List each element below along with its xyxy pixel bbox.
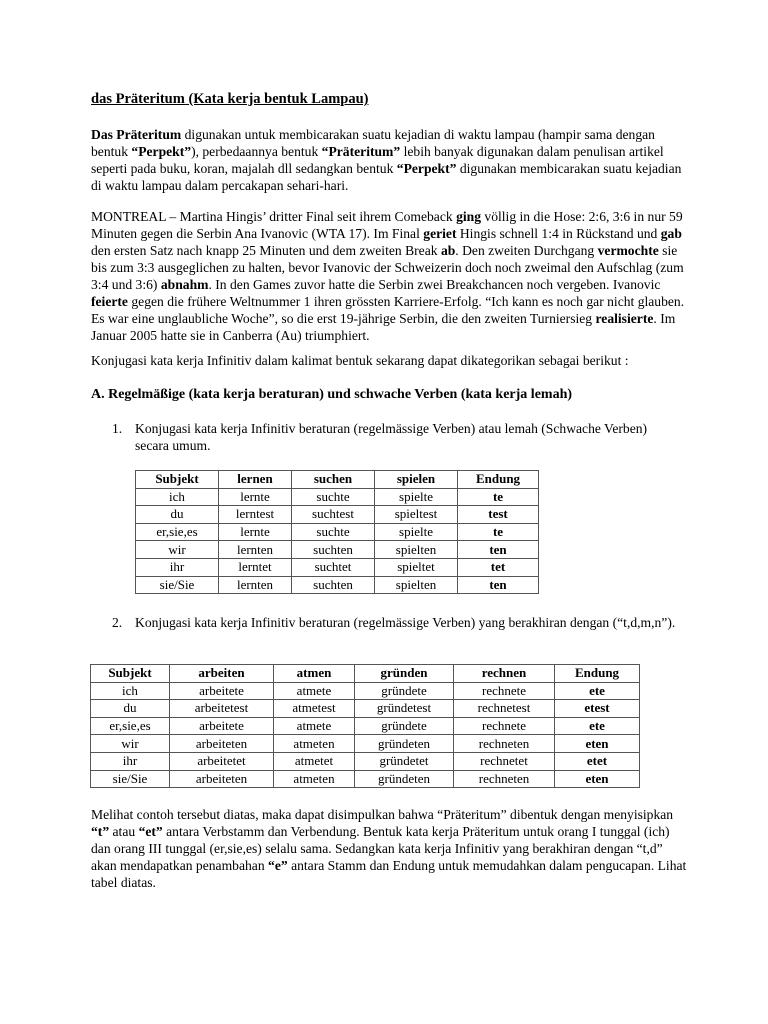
table-cell: sie/Sie (91, 770, 170, 788)
table-row (136, 523, 539, 541)
column-header: arbeiten (170, 665, 274, 683)
table-cell: rechnetet (454, 752, 555, 770)
table-cell: atmete (274, 682, 355, 700)
conjugation-table-tdmn (90, 664, 640, 788)
ending-cell: ete (555, 717, 640, 735)
table-cell: gründetet (355, 752, 454, 770)
text-run: gegen die frühere Weltnummer 1 ihren grössten Karriere-Erfolg. “Ich kann es noch gar nicht glauben. Es war eine unglaubliche Woche”, so die erst 19-jährige Serbin, die den zweiten Turniersieg (91, 294, 685, 326)
table-cell: sie/Sie (136, 576, 219, 594)
table-cell: arbeitetest (170, 700, 274, 718)
text-run: lebih banyak digunakan dalam penulisan artikel seperti pada buku, koran, majalah dll sedangkan bentuk (91, 144, 664, 176)
conjugation-table-regular (135, 470, 539, 594)
text-run: Hingis schnell 1:4 in Rückstand und (456, 226, 661, 241)
table-row (91, 752, 640, 770)
section-a-heading: A. Regelmäßige (kata kerja beraturan) und schwache Verben (kata kerja lemah) (91, 387, 573, 402)
page-title: das Präteritum (Kata kerja bentuk Lampau) (91, 91, 369, 107)
ending-cell: eten (555, 735, 640, 753)
list-number: 1. (112, 421, 123, 436)
table-row (136, 488, 539, 506)
table-cell: arbeitetet (170, 752, 274, 770)
table-cell: rechneten (454, 770, 555, 788)
table-cell: arbeitete (170, 717, 274, 735)
bold-text: realisierte (595, 311, 654, 326)
table-cell: atmeten (274, 770, 355, 788)
ending-cell: etet (555, 752, 640, 770)
text-run: . Den zweiten Durchgang (455, 243, 598, 258)
table-cell: rechnete (454, 717, 555, 735)
table-cell: er,sie,es (136, 523, 219, 541)
column-header: Endung (555, 665, 640, 683)
text-run: digunakan untuk membicarakan suatu kejadian di waktu lampau (hampir sama dengan bentuk (91, 127, 655, 159)
text-run: Melihat contoh tersebut diatas, maka dapat disimpulkan bahwa “Präteritum” dibentuk dengan menyisipkan (91, 807, 674, 822)
list-text: Konjugasi kata kerja Infinitiv beraturan (regelmässige Verben) atau lemah (Schwache Verben) secara umum. (135, 421, 648, 453)
table-cell: atmetet (274, 752, 355, 770)
table-cell: spielten (375, 576, 458, 594)
bold-text: “Präteritum” (321, 144, 401, 159)
text-run: atau (109, 824, 139, 839)
table-cell: atmete (274, 717, 355, 735)
table-row (91, 717, 640, 735)
text-run: digunakan membicarakan suatu kejadian di waktu lampau dalam percakapan sehari-hari. (91, 161, 682, 193)
table-cell: wir (136, 541, 219, 559)
ending-cell: te (458, 488, 539, 506)
list-number: 2. (112, 615, 123, 630)
table-cell: arbeiteten (170, 735, 274, 753)
table-cell: gründete (355, 717, 454, 735)
table-row (91, 770, 640, 788)
table-cell: lernte (219, 488, 292, 506)
column-header: spielen (375, 471, 458, 489)
text-run: den ersten Satz nach knapp 25 Minuten und dem zweiten Break (91, 243, 441, 258)
table-cell: spieltest (375, 506, 458, 524)
ending-cell: tet (458, 558, 539, 576)
bold-text: geriet (423, 226, 457, 241)
conclusion-paragraph (91, 806, 691, 891)
intro-paragraph (91, 126, 691, 194)
table-cell: wir (91, 735, 170, 753)
text-run: . Im Januar 2005 hatte sie in Canberra (Au) triumphiert. (91, 311, 676, 343)
table-cell: atmetest (274, 700, 355, 718)
ending-cell: test (458, 506, 539, 524)
konjugasi-intro: Konjugasi kata kerja Infinitiv dalam kalimat bentuk sekarang dapat dikategorikan sebagai berikut : (91, 353, 629, 368)
table-cell: suchtet (292, 558, 375, 576)
list-item-2 (112, 614, 682, 631)
table-cell: suchten (292, 576, 375, 594)
column-header: Subjekt (91, 665, 170, 683)
column-header: Endung (458, 471, 539, 489)
bold-text: gab (660, 226, 682, 241)
table-header-row (91, 665, 640, 683)
ending-cell: te (458, 523, 539, 541)
table-cell: ich (136, 488, 219, 506)
table-cell: spieltet (375, 558, 458, 576)
table-row (136, 541, 539, 559)
table-cell: rechnete (454, 682, 555, 700)
table-cell: gründete (355, 682, 454, 700)
column-header: rechnen (454, 665, 555, 683)
column-header: atmen (274, 665, 355, 683)
text-run: sie bis zum 3:3 ausgeglichen zu halten, bevor Ivanovic der Schweizerin doch noch zweimal den Aufschlag (zum 3:4 und 3:6) (91, 243, 684, 292)
ending-cell: ten (458, 576, 539, 594)
table-cell: lernten (219, 541, 292, 559)
article-paragraph (91, 208, 691, 344)
bold-text: “Perpekt” (396, 161, 457, 176)
table-cell: suchten (292, 541, 375, 559)
table-cell: ihr (136, 558, 219, 576)
table-cell: suchtest (292, 506, 375, 524)
table-cell: ihr (91, 752, 170, 770)
bold-text: ging (456, 209, 482, 224)
table-cell: suchte (292, 488, 375, 506)
bold-text: Das Präteritum (91, 127, 182, 142)
text-run: antara Verbstamm dan Verbendung. Bentuk kata kerja Präteritum untuk orang I tunggal (ich) dan orang III tunggal (er,sie,es) selalu sama. Sedangkan kata kerja Infinitiv yang berakhiran dengan “t,d” akan mendapatkan penambahan (91, 824, 670, 873)
table-cell: lerntet (219, 558, 292, 576)
bold-text: “Perpekt” (131, 144, 192, 159)
bold-text: ab (440, 243, 456, 258)
table-cell: suchte (292, 523, 375, 541)
table-cell: spielte (375, 523, 458, 541)
table-cell: spielten (375, 541, 458, 559)
table-cell: gründetest (355, 700, 454, 718)
list-item-1 (112, 420, 682, 454)
bold-text: abnahm (160, 277, 209, 292)
table-cell: du (136, 506, 219, 524)
text-run: . In den Games zuvor hatte die Serbin zwei Breakchancen noch vergeben. Ivanovic (208, 277, 661, 292)
ending-cell: eten (555, 770, 640, 788)
bold-text: vermochte (597, 243, 659, 258)
column-header: gründen (355, 665, 454, 683)
table-row (91, 682, 640, 700)
table-cell: lerntest (219, 506, 292, 524)
table-row (136, 576, 539, 594)
table-cell: ich (91, 682, 170, 700)
table-cell: spielte (375, 488, 458, 506)
ending-cell: ete (555, 682, 640, 700)
table-cell: gründeten (355, 770, 454, 788)
text-run: völlig in die Hose: 2:6, 3:6 in nur 59 Minuten gegen die Serbin Ana Ivanovic (WTA 17). Im Final (91, 209, 683, 241)
table-cell: du (91, 700, 170, 718)
text-run: MONTREAL – Martina Hingis’ dritter Final seit ihrem Comeback (91, 209, 457, 224)
table-row (91, 735, 640, 753)
bold-text: feierte (91, 294, 128, 309)
column-header: lernen (219, 471, 292, 489)
bold-text: “e” (268, 858, 288, 873)
table-cell: gründeten (355, 735, 454, 753)
list-text: Konjugasi kata kerja Infinitiv beraturan (regelmässige Verben) yang berakhiran dengan (“t,d,m,n”). (135, 615, 676, 630)
text-run: ), perbedaannya bentuk (191, 144, 322, 159)
table-cell: arbeitete (170, 682, 274, 700)
table-cell: er,sie,es (91, 717, 170, 735)
table-cell: arbeiteten (170, 770, 274, 788)
table-row (136, 506, 539, 524)
column-header: Subjekt (136, 471, 219, 489)
bold-text: “t” (91, 824, 110, 839)
table-cell: atmeten (274, 735, 355, 753)
column-header: suchen (292, 471, 375, 489)
ending-cell: etest (555, 700, 640, 718)
bold-text: “et” (138, 824, 163, 839)
table-header-row (136, 471, 539, 489)
table-cell: lernte (219, 523, 292, 541)
table-cell: rechneten (454, 735, 555, 753)
ending-cell: ten (458, 541, 539, 559)
text-run: antara Stamm dan Endung untuk memudahkan dalam pengucapan. Lihat tabel diatas. (91, 858, 687, 890)
table-row (136, 558, 539, 576)
table-row (91, 700, 640, 718)
table-cell: lernten (219, 576, 292, 594)
table-cell: rechnetest (454, 700, 555, 718)
